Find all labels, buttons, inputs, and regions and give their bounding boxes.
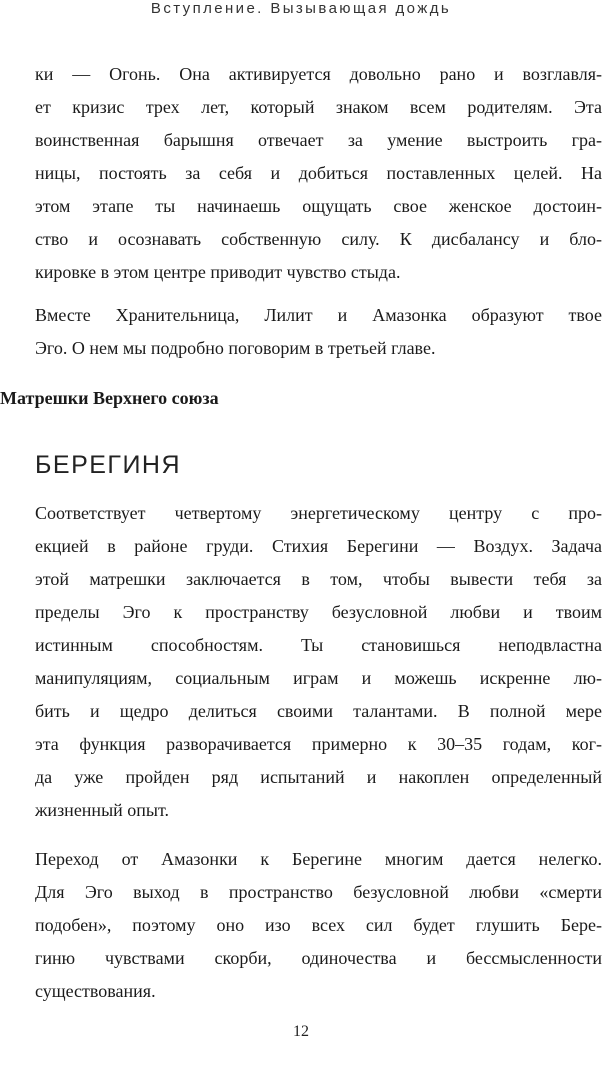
text-line: ет кризис трех лет, который знаком всем родителям. Эта bbox=[35, 97, 602, 117]
text-line: Эго. О нем мы подробно поговорим в третьей главе. bbox=[35, 338, 436, 358]
text-line: кировке в этом центре приводит чувство стыда. bbox=[35, 262, 401, 282]
text-line: этом этапе ты начинаешь ощущать свое женское достоин- bbox=[35, 196, 602, 216]
text-line: Для Эго выход в пространство безусловной любви «смерти bbox=[35, 882, 602, 902]
text-line: существования. bbox=[35, 981, 156, 1001]
text-line: да уже пройден ряд испытаний и накоплен определенный bbox=[35, 767, 602, 787]
text-line: пределы Эго к пространству безусловной любви и твоим bbox=[35, 602, 602, 622]
text-line: этой матрешки заключается в том, чтобы вывести тебя за bbox=[35, 569, 602, 589]
text-line: гиню чувствами скорби, одиночества и бессмысленности bbox=[35, 948, 602, 968]
text-line: манипуляциям, социальным играм и можешь искренне лю- bbox=[35, 668, 602, 688]
text-line: эта функция разворачивается примерно к 30–35 годам, ког- bbox=[35, 734, 602, 754]
text-line: Переход от Амазонки к Берегине многим дается нелегко. bbox=[35, 849, 602, 869]
text-line: ки — Огонь. Она активируется довольно рано и возглавля- bbox=[35, 64, 602, 84]
text-line: Вместе Хранительница, Лилит и Амазонка образуют твое bbox=[35, 305, 602, 325]
text-line: ство и осознавать собственную силу. К дисбалансу и бло- bbox=[35, 229, 602, 249]
text-line: воинственная барышня отвечает за умение выстроить гра- bbox=[35, 130, 602, 150]
text-line: подобен», поэтому оно изо всех сил будет глушить Бере- bbox=[35, 915, 602, 935]
subheading: Матрешки Верхнего союза bbox=[0, 388, 219, 408]
text-line: жизненный опыт. bbox=[35, 800, 170, 820]
paragraph-1 bbox=[35, 58, 602, 289]
text-line: екцией в районе груди. Стихия Берегини — Воздух. Задача bbox=[35, 536, 602, 556]
paragraph-4 bbox=[35, 843, 602, 1008]
paragraph-3 bbox=[35, 497, 602, 827]
paragraph-2 bbox=[35, 299, 602, 365]
section-title: БЕРЕГИНЯ bbox=[35, 451, 182, 479]
running-head: Вступление. Вызывающая дождь bbox=[150, 0, 452, 17]
text-line: Соответствует четвертому энергетическому центру с про- bbox=[35, 503, 602, 523]
text-line: истинным способностям. Ты становишься неподвластна bbox=[35, 635, 602, 655]
text-line: бить и щедро делиться своими талантами. В полной мере bbox=[35, 701, 602, 721]
page-number: 12 bbox=[293, 1023, 309, 1040]
text-line: ницы, постоять за себя и добиться поставленных целей. На bbox=[35, 163, 602, 183]
